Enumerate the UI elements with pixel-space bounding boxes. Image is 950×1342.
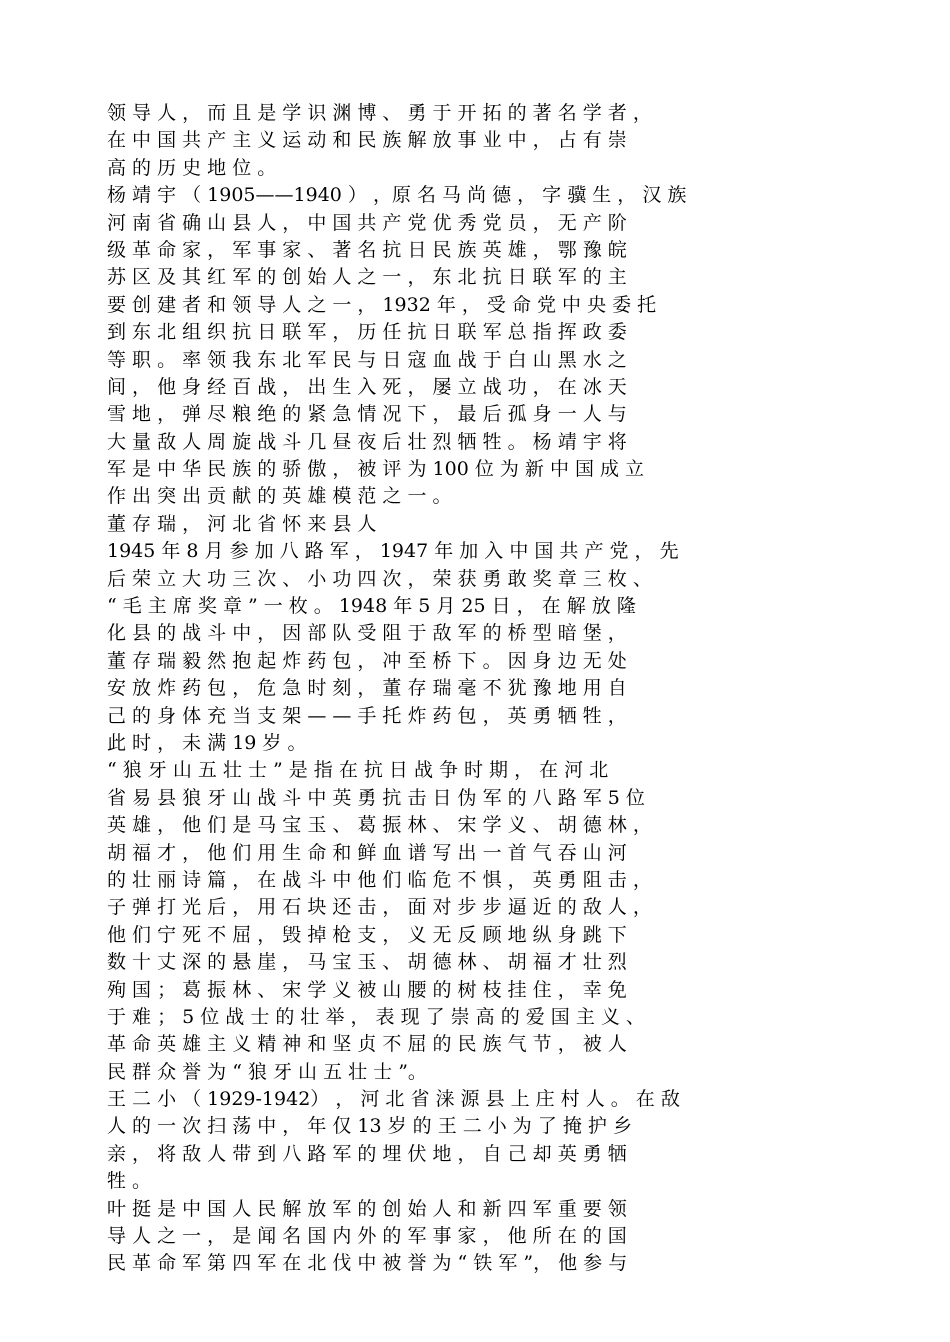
text-line: 在 中 国 共 产 主 义 运 动 和 民 族 解 放 事 业 中 ， 占 有 崇 — [107, 129, 627, 152]
text-line: 作 出 突 出 贡 献 的 英 雄 模 范 之 一 。 — [107, 485, 452, 508]
text-line: 导 人 之 一 ， 是 闻 名 国 内 外 的 军 事 家 ， 他 所 在 的 国 — [107, 1225, 627, 1248]
text-line: 军 是 中 华 民 族 的 骄 傲 ， 被 评 为 100 位 为 新 中 国 成 立 — [107, 458, 645, 481]
text-line: 大 量 敌 人 周 旋 战 斗 几 昼 夜 后 壮 烈 牺 牲 。 杨 靖 宇 将 — [107, 430, 627, 453]
text-line: 叶 挺 是 中 国 人 民 解 放 军 的 创 始 人 和 新 四 军 重 要 领 — [107, 1197, 627, 1220]
text-line: “ 狼 牙 山 五 壮 士 ” 是 指 在 抗 日 战 争 时 期 ， 在 河 北 — [107, 759, 609, 782]
text-line: 杨 靖 宇 （ 1905——1940 ） ，原 名 马 尚 德 ， 字 骥 生 ， 汉 族 — [107, 184, 687, 207]
text-line: 数 十 丈 深 的 悬 崖 ， 马 宝 玉 、 胡 德 林 、 胡 福 才 壮 烈 — [107, 951, 627, 974]
text-line: 领 导 人 ， 而 且 是 学 识 渊 博 、 勇 于 开 拓 的 著 名 学 者 ， — [107, 102, 652, 124]
text-line: 河 南 省 确 山 县 人 ， 中 国 共 产 党 优 秀 党 员 ， 无 产 阶 — [107, 211, 627, 234]
text-line: 省 易 县 狼 牙 山 战 斗 中 英 勇 抗 击 日 伪 军 的 八 路 军 5 位 — [107, 786, 645, 809]
text-line: 民 革 命 军 第 四 军 在 北 伐 中 被 誉 为 “ 铁 军 ”， 他 参 与 — [107, 1252, 628, 1275]
text-line: 董 存 瑞 毅 然 抱 起 炸 药 包 ， 冲 至 桥 下 。 因 身 边 无 处 — [107, 649, 627, 672]
text-line: 间 ， 他 身 经 百 战 ， 出 生 入 死 ， 屡 立 战 功 ， 在 冰 天 — [107, 375, 627, 398]
text-line: 于 难 ； 5 位 战 士 的 壮 举 ， 表 现 了 崇 高 的 爱 国 主 义 、 — [107, 1005, 645, 1028]
text-line: 殉 国 ； 葛 振 林 、 宋 学 义 被 山 腰 的 树 枝 挂 住 ， 幸 免 — [107, 978, 627, 1001]
text-line: 董 存 瑞 ， 河 北 省 怀 来 县 人 — [107, 512, 377, 535]
text-line: 亲 ， 将 敌 人 带 到 八 路 军 的 埋 伏 地 ， 自 己 却 英 勇 牺 — [107, 1142, 627, 1165]
text-line: 牲 。 — [107, 1170, 152, 1193]
text-line: 高 的 历 史 地 位 。 — [107, 156, 277, 179]
text-line: 英 雄 ， 他 们 是 马 宝 玉 、 葛 振 林 、 宋 学 义 、 胡 德 林 ， — [107, 814, 652, 837]
text-line: 等 职 。 率 领 我 东 北 军 民 与 日 寇 血 战 于 白 山 黑 水 之 — [107, 348, 627, 371]
text-line: 子 弹 打 光 后 ， 用 石 块 还 击 ， 面 对 步 步 逼 近 的 敌 人 ， — [107, 896, 652, 919]
text-line: 到 东 北 组 织 抗 日 联 军 ， 历 任 抗 日 联 军 总 指 挥 政 委 — [107, 321, 627, 344]
text-line: 要 创 建 者 和 领 导 人 之 一 ， 1932 年 ， 受 命 党 中 央 委 托 — [107, 293, 657, 316]
text-line: 他 们 宁 死 不 屈 ， 毁 掉 枪 支 ， 义 无 反 顾 地 纵 身 跳 下 — [107, 923, 627, 946]
text-line: 民 群 众 誉 为 “ 狼 牙 山 五 壮 士 ”。 — [107, 1060, 427, 1083]
text-line: 己 的 身 体 充 当 支 架 — — 手 托 炸 药 包 ， 英 勇 牺 牲 ， — [107, 704, 627, 727]
text-line: 胡 福 才 ， 他 们 用 生 命 和 鲜 血 谱 写 出 一 首 气 吞 山 河 — [107, 841, 627, 864]
text-line: 王 二 小 （ 1929-1942） ， 河 北 省 涞 源 县 上 庄 村 人 。 在 敌 — [107, 1088, 680, 1111]
text-line: “ 毛 主 席 奖 章 ” 一 枚 。 1948 年 5 月 25 日 ， 在 解 放 隆 — [107, 595, 636, 618]
text-line: 化 县 的 战 斗 中 ， 因 部 队 受 阻 于 敌 军 的 桥 型 暗 堡 ， — [107, 622, 627, 645]
text-line: 人 的 一 次 扫 荡 中 ， 年 仅 13 岁 的 王 二 小 为 了 掩 护 乡 — [107, 1115, 632, 1138]
text-line: 此 时 ， 未 满 19 岁 。 — [107, 731, 307, 754]
text-line: 苏 区 及 其 红 军 的 创 始 人 之 一 ， 东 北 抗 日 联 军 的 主 — [107, 266, 627, 289]
text-line: 雪 地 ， 弹 尽 粮 绝 的 紧 急 情 况 下 ， 最 后 孤 身 一 人 与 — [107, 403, 627, 426]
text-line: 后 荣 立 大 功 三 次 、 小 功 四 次 ， 荣 获 勇 敢 奖 章 三 枚 、 — [107, 567, 652, 590]
text-line: 安 放 炸 药 包 ， 危 急 时 刻 ， 董 存 瑞 毫 不 犹 豫 地 用 自 — [107, 677, 627, 700]
text-line: 的 壮 丽 诗 篇 ， 在 战 斗 中 他 们 临 危 不 惧 ， 英 勇 阻 击 ， — [107, 868, 652, 891]
text-line: 革 命 英 雄 主 义 精 神 和 坚 贞 不 屈 的 民 族 气 节 ， 被 人 — [107, 1033, 627, 1056]
body-text — [107, 100, 867, 1278]
text-line: 级 革 命 家 ， 军 事 家 、 著 名 抗 日 民 族 英 雄 ， 鄂 豫 皖 — [107, 238, 627, 261]
text-line: 1945 年 8 月 参 加 八 路 军 ， 1947 年 加 入 中 国 共 产 党 ， 先 — [107, 540, 679, 563]
